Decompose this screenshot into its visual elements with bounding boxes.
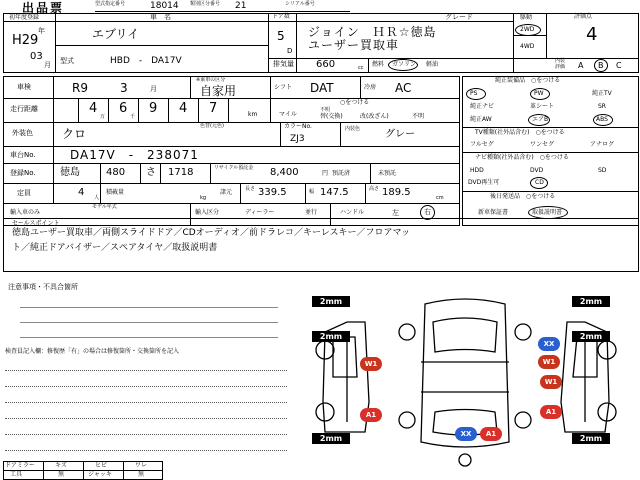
interior-c: C: [616, 61, 622, 70]
height-label: 高さ: [369, 186, 380, 192]
equip-aw: 純正AW: [470, 116, 492, 123]
inspect-unit: 月: [150, 85, 157, 93]
sales-line2: ト／純正ドアバイザー／スペアタイヤ／取扱説明書: [12, 243, 218, 253]
import-parallel: 並行: [305, 209, 318, 216]
class-label: 類別区分番号: [190, 1, 221, 7]
footer-h3: ヒビ: [95, 462, 108, 469]
first-reg-label: 初年度登録: [9, 14, 40, 21]
displacement-label: 排気量: [273, 60, 294, 68]
after-manual: 取扱説明書: [532, 209, 563, 216]
navi-sd: SD: [598, 167, 607, 174]
footer-v4: 無: [138, 471, 145, 478]
model-spec-no: 18014: [150, 1, 179, 11]
mileage-man: 万: [100, 114, 106, 120]
model-spec-label: 型式指定番号: [95, 1, 126, 7]
handle-left: 左: [392, 209, 399, 217]
ac-value: AC: [395, 81, 412, 95]
length-label: 長さ: [245, 186, 256, 192]
reg-month-unit: 月: [44, 61, 51, 69]
interior-color-label: 内装色: [345, 126, 361, 132]
grade-line2: ユーザー買取車: [308, 38, 400, 52]
drive-label: 駆動: [520, 14, 533, 21]
load-label: 積載量: [106, 189, 125, 196]
car-name-label: 車 名: [150, 13, 171, 21]
dims-cm: cm: [436, 195, 444, 201]
navi-dvd: DVD: [530, 167, 544, 174]
shift-value: DAT: [310, 81, 334, 95]
plate-kana: さ: [146, 167, 156, 178]
doors-label: ドア数: [272, 13, 290, 20]
import-class-label: 輸入区分: [195, 209, 220, 216]
interior-a: A: [578, 61, 584, 70]
damage-mark: W1: [538, 355, 560, 369]
handle-label: ハンドル: [340, 209, 365, 216]
damage-mark: A1: [360, 408, 382, 422]
car-type: HBD - DA17V: [110, 56, 182, 66]
import-dealer: ディーラー: [245, 209, 275, 216]
mileage-sen: 千: [130, 114, 136, 120]
after-title: 後日発送品 ○をつける: [490, 193, 556, 200]
navi-cd: CD: [535, 179, 544, 186]
plate-number: 1718: [168, 167, 194, 178]
displacement-value: 660: [316, 59, 336, 70]
meter-tamper: 改(改ざん): [360, 113, 389, 120]
size-tag: 2mm: [312, 296, 350, 307]
damage-mark: W1: [360, 357, 382, 371]
tv-oneseg: ワンセグ: [530, 141, 555, 148]
meter-mile: マイル: [279, 111, 297, 118]
drive-2wd: 2WD: [520, 26, 535, 33]
height-value: 189.5: [382, 187, 411, 198]
capacity-value: 4: [78, 187, 85, 198]
score-value: 4: [586, 24, 598, 45]
color-code: ZJ3: [290, 134, 305, 144]
equip-navi: 純正ナビ: [470, 103, 495, 110]
size-tag: 2mm: [572, 296, 610, 307]
navi-dvdplay: DVD再生可: [468, 179, 500, 186]
shift-label: シフト: [274, 84, 293, 91]
ac-label: 冷房: [364, 84, 377, 91]
recycle-label: リサイクル預託金: [214, 165, 254, 171]
plate-area: 徳島: [60, 167, 80, 178]
interior-score-label: 評価: [555, 64, 566, 70]
equipment-section: [462, 76, 639, 226]
caution-label: 注意事項・不具合箇所: [8, 283, 78, 291]
chassis-label: 車台No.: [10, 151, 36, 159]
plate-class: 480: [106, 167, 126, 178]
width-value: 147.5: [320, 187, 349, 198]
doors-d: D: [287, 47, 293, 55]
equip-ps: PS: [470, 90, 478, 97]
mileage-digit-5: 7: [209, 101, 218, 116]
footer-h4: ワレ: [135, 462, 148, 469]
width-label: 幅: [309, 189, 315, 195]
length-value: 339.5: [258, 187, 287, 198]
mileage-digit-4: 4: [179, 101, 188, 116]
reg-year-unit: 年: [38, 27, 45, 35]
inspect-month: 3: [120, 81, 128, 95]
interior-b: B: [598, 61, 604, 70]
mileage-digit-1: 4: [89, 101, 98, 116]
sales-line1: 徳島ユーザー買取車／両側スライドドア／CDオーディオ／前ドラレコ／キーレスキー／フロアマッ: [12, 228, 411, 238]
damage-mark: XX: [538, 337, 560, 351]
size-tag: 2mm: [572, 331, 610, 342]
equip-tv: 純正TV: [592, 90, 612, 97]
damage-mark: W1: [540, 375, 562, 389]
fuel-value: ガソリン: [392, 61, 417, 68]
recycle-paid: 預託済: [332, 170, 351, 177]
after-warranty: 新車保証書: [478, 209, 509, 216]
grade-label: グレード: [445, 13, 473, 21]
form-title: 出品票: [22, 1, 65, 15]
mileage-label: 走行距離: [10, 105, 38, 113]
recycle-value: 8,400: [270, 167, 299, 178]
import-label: 輸入車のみ: [10, 209, 41, 216]
exterior-color-label: 外装色: [12, 129, 33, 137]
color-change-label: 色替(元色): [200, 123, 224, 129]
damage-mark: A1: [480, 427, 502, 441]
fuel-other: 軽油: [426, 61, 439, 68]
drive-4wd: 4WD: [520, 43, 535, 50]
navi-title: ナビ種類(社外品含む) ○をつける: [475, 154, 569, 161]
capacity-unit: 人: [94, 195, 100, 201]
car-type-label: 型式: [60, 57, 74, 65]
load-unit: kg: [200, 195, 207, 201]
class-no: 21: [235, 1, 247, 11]
plate-label: 登録No.: [10, 169, 36, 177]
equip-pw: PW: [534, 90, 544, 97]
tv-analog: アナログ: [590, 141, 615, 148]
damage-mark: XX: [455, 427, 477, 441]
size-tag: 2mm: [572, 433, 610, 444]
footer-v1: 工具: [10, 471, 23, 478]
displacement-unit: cc: [358, 65, 364, 71]
equip-airbag: エアB: [532, 116, 549, 123]
handle-right: 右: [424, 208, 431, 216]
footer-v3: ジャッキ: [88, 471, 112, 478]
reg-month: 03: [30, 51, 43, 62]
dims-label: 諸元: [220, 189, 233, 196]
reg-era-year: H29: [12, 33, 39, 48]
mileage-digit-3: 9: [149, 101, 158, 116]
footer-h2: キズ: [55, 462, 67, 469]
doors-value: 5: [277, 29, 285, 43]
exterior-color: クロ: [62, 127, 87, 141]
meter-m2: 不明: [320, 107, 331, 113]
damage-mark: A1: [540, 405, 562, 419]
usage-note: ※乗車の区分: [196, 77, 226, 83]
record-label: 検査員記入欄：修復歴「有」の場合は修復箇所・交換箇所を記入: [5, 348, 180, 355]
meter-unknown: 不明: [412, 113, 425, 120]
footer-v2: 無: [58, 471, 65, 478]
mileage-digit-2: 6: [119, 101, 128, 116]
inspect-label: 車検: [17, 83, 31, 91]
navi-hdd: HDD: [470, 167, 484, 174]
equipment-title: 純正装備品 ○をつける: [495, 77, 561, 84]
interior-color: グレー: [385, 129, 415, 140]
tv-fullseg: フルセグ: [470, 141, 494, 148]
fuel-label: 燃料: [372, 61, 385, 68]
inspect-era: R9: [72, 81, 88, 95]
recycle-unpaid: 未預託: [378, 170, 397, 177]
size-tag: 2mm: [312, 331, 350, 342]
size-tag: 2mm: [312, 433, 350, 444]
chassis-no: DA17V - 238071: [70, 148, 199, 162]
usage-value: 自家用: [200, 84, 237, 98]
score-label: 評価点: [574, 13, 593, 20]
mileage-km: km: [248, 111, 258, 118]
color-code-label: カラーNo.: [284, 123, 312, 130]
car-name: エブリイ: [92, 27, 140, 41]
model-year-label: モデル年式: [92, 204, 117, 210]
equip-leather: 革シート: [530, 103, 555, 110]
tv-title: TV種類(社外品含む) ○をつける: [475, 129, 565, 136]
equip-sr: SR: [598, 103, 606, 110]
recycle-unit: 円: [322, 170, 329, 177]
footer-h1: ドアミラー: [5, 462, 35, 469]
meter-status-label: ○をつける: [340, 99, 370, 106]
grade-line1: ジョイン ＨＲ☆徳島: [308, 25, 437, 39]
capacity-label: 定員: [17, 189, 31, 197]
serial-label: シリアル番号: [285, 1, 315, 7]
equip-abs: ABS: [596, 116, 608, 123]
sales-label: セールスポイント: [12, 220, 60, 227]
meter-exchange: 替(交換): [320, 113, 343, 120]
interior-label: 内装: [555, 58, 566, 64]
